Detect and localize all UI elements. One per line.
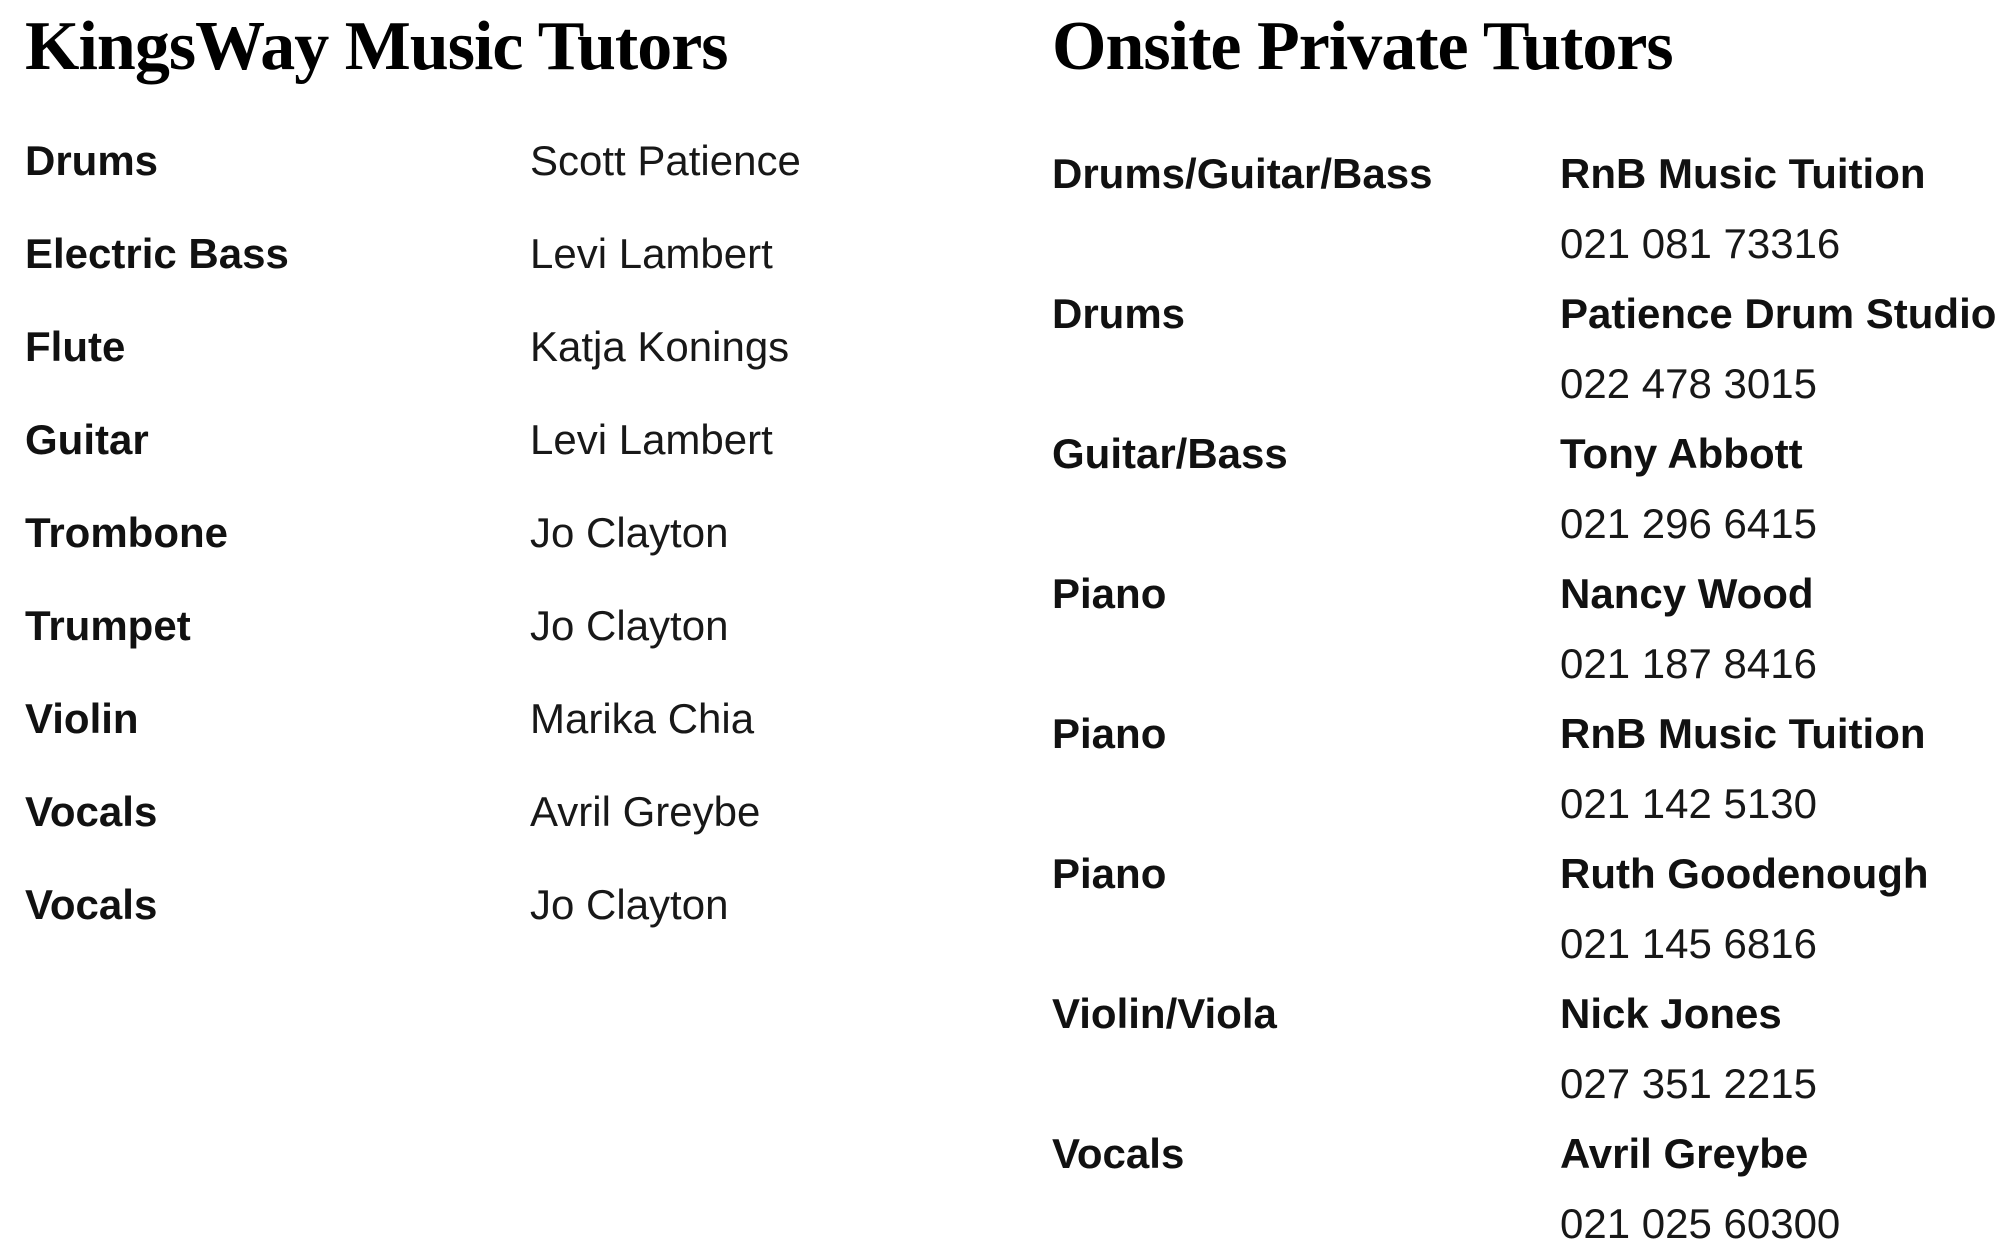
tutor-contact-detail (1560, 979, 1817, 1119)
tutor-contact-detail (1560, 139, 1926, 279)
tutor-contact-detail (1560, 559, 1817, 699)
tutor-contact-detail (1560, 419, 1817, 559)
tutor-name: Nick Jones (1560, 990, 1782, 1037)
instrument-label: Piano (1052, 710, 1167, 757)
tutor-name: Nancy Wood (1560, 570, 1814, 617)
tutor-phone-number: 021 296 6415 (1560, 500, 1817, 547)
kingsway-section-title: KingsWay Music Tutors (25, 8, 728, 85)
instrument-label: Vocals (1052, 1130, 1185, 1177)
tutor-contact-detail (1560, 279, 1996, 419)
onsite-private-tutors-section (1052, 8, 2000, 1259)
tutor-phone-number: 027 351 2215 (1560, 1060, 1817, 1107)
instrument-label: Violin/Viola (1052, 990, 1277, 1037)
tutor-name: Marika Chia (530, 695, 755, 742)
instrument-label: Piano (1052, 850, 1167, 897)
tutor-row (25, 788, 1025, 884)
tutor-contact-row (1052, 699, 2000, 839)
tutor-name: Avril Greybe (530, 788, 761, 835)
private-tutor-list (1052, 139, 2000, 1259)
tutor-name: Jo Clayton (530, 881, 729, 928)
tutor-row (25, 323, 1025, 419)
tutor-name: Scott Patience (530, 137, 801, 184)
onsite-section-title: Onsite Private Tutors (1052, 8, 1673, 85)
instrument-label: Trumpet (25, 602, 191, 649)
tutor-phone-number: 021 025 60300 (1560, 1200, 1841, 1247)
tutor-phone-number: 021 187 8416 (1560, 640, 1817, 687)
tutor-phone-number: 022 478 3015 (1560, 360, 1817, 407)
tutor-name: Patience Drum Studio (1560, 290, 1997, 337)
tutor-name: Levi Lambert (530, 230, 773, 277)
tutor-contact-row (1052, 419, 2000, 559)
tutor-contact-row (1052, 139, 2000, 279)
kingsway-tutor-list (25, 137, 1025, 977)
tutor-name: RnB Music Tuition (1560, 150, 1926, 197)
instrument-label: Flute (25, 323, 126, 370)
tutor-row (25, 416, 1025, 512)
instrument-label: Guitar (25, 416, 149, 463)
instrument-label: Drums/Guitar/Bass (1052, 150, 1433, 197)
instrument-label: Violin (25, 695, 139, 742)
instrument-label: Vocals (25, 881, 158, 928)
instrument-label: Drums (25, 137, 159, 184)
tutor-row (25, 695, 1025, 791)
tutor-row (25, 881, 1025, 977)
tutor-contact-row (1052, 979, 2000, 1119)
instrument-label: Piano (1052, 570, 1167, 617)
instrument-label: Trombone (25, 509, 229, 556)
tutor-name: Jo Clayton (530, 509, 729, 556)
tutor-name: Avril Greybe (1560, 1130, 1809, 1177)
instrument-label: Drums (1052, 290, 1186, 337)
tutor-phone-number: 021 081 73316 (1560, 220, 1841, 267)
tutor-name: Katja Konings (530, 323, 790, 370)
tutor-row (25, 602, 1025, 698)
tutor-name: Jo Clayton (530, 602, 729, 649)
tutor-contact-row (1052, 279, 2000, 419)
instrument-label: Guitar/Bass (1052, 430, 1288, 477)
tutor-name: Tony Abbott (1560, 430, 1803, 477)
tutor-contact-detail (1560, 699, 1926, 839)
tutor-contact-row (1052, 1119, 2000, 1259)
tutor-contact-row (1052, 839, 2000, 979)
tutor-phone-number: 021 142 5130 (1560, 780, 1817, 827)
tutor-phone-number: 021 145 6816 (1560, 920, 1817, 967)
tutor-row (25, 230, 1025, 326)
tutor-contact-detail (1560, 839, 1929, 979)
tutor-name: Ruth Goodenough (1560, 850, 1929, 897)
instrument-label: Electric Bass (25, 230, 289, 277)
instrument-label: Vocals (25, 788, 158, 835)
tutor-row (25, 509, 1025, 605)
tutor-contact-detail (1560, 1119, 1840, 1259)
tutor-row (25, 137, 1025, 233)
tutor-name: Levi Lambert (530, 416, 773, 463)
kingsway-music-tutors-section (25, 8, 1025, 977)
tutor-name: RnB Music Tuition (1560, 710, 1926, 757)
tutor-contact-row (1052, 559, 2000, 699)
